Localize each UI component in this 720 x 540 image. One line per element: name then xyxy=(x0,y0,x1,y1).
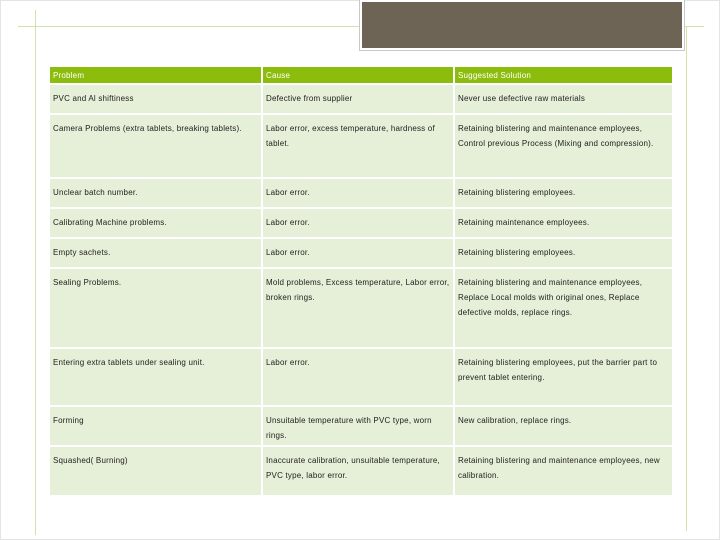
problem-cell: Calibrating Machine problems. xyxy=(49,208,262,238)
problem-cell: PVC and Al shiftiness xyxy=(49,84,262,114)
header-suggested-solution: Suggested Solution xyxy=(454,66,673,84)
solution-cell: Retaining blistering employees, put the barrier part to prevent tablet entering. xyxy=(454,348,673,406)
problem-cell: Unclear batch number. xyxy=(49,178,262,208)
decorative-header-block xyxy=(360,0,684,50)
table-header-row xyxy=(49,66,673,84)
table-row xyxy=(49,446,673,496)
table-row xyxy=(49,114,673,178)
problem-cell: Forming xyxy=(49,406,262,446)
solution-cell: New calibration, replace rings. xyxy=(454,406,673,446)
table-row xyxy=(49,268,673,348)
solution-cell: Retaining blistering and maintenance employees, new calibration. xyxy=(454,446,673,496)
problem-cell: Entering extra tablets under sealing unit. xyxy=(49,348,262,406)
problem-cell: Empty sachets. xyxy=(49,238,262,268)
cause-cell: Unsuitable temperature with PVC type, worn rings. xyxy=(262,406,454,446)
header-cause: Cause xyxy=(262,66,454,84)
cause-cell: Inaccurate calibration, unsuitable temperature, PVC type, labor error. xyxy=(262,446,454,496)
table-row xyxy=(49,208,673,238)
problem-cell: Camera Problems (extra tablets, breaking tablets). xyxy=(49,114,262,178)
table-row xyxy=(49,348,673,406)
cause-cell: Labor error. xyxy=(262,178,454,208)
table-row xyxy=(49,178,673,208)
cause-cell: Labor error. xyxy=(262,238,454,268)
header-problem: Problem xyxy=(49,66,262,84)
solution-cell: Retaining blistering and maintenance employees, Control previous Process (Mixing and compression). xyxy=(454,114,673,178)
problems-table xyxy=(48,65,674,497)
table-row xyxy=(49,84,673,114)
solution-cell: Retaining blistering employees. xyxy=(454,178,673,208)
decorative-right-line xyxy=(686,26,687,531)
decorative-left-line xyxy=(35,10,36,535)
solution-cell: Retaining blistering employees. xyxy=(454,238,673,268)
cause-cell: Labor error, excess temperature, hardness of tablet. xyxy=(262,114,454,178)
cause-cell: Labor error. xyxy=(262,208,454,238)
table-row xyxy=(49,238,673,268)
cause-cell: Defective from supplier xyxy=(262,84,454,114)
solution-cell: Retaining maintenance employees. xyxy=(454,208,673,238)
cause-cell: Labor error. xyxy=(262,348,454,406)
solution-cell: Never use defective raw materials xyxy=(454,84,673,114)
problem-cell: Sealing Problems. xyxy=(49,268,262,348)
solution-cell: Retaining blistering and maintenance employees, Replace Local molds with original ones, Replace defective molds, replace rings. xyxy=(454,268,673,348)
cause-cell: Mold problems, Excess temperature, Labor error, broken rings. xyxy=(262,268,454,348)
table-row xyxy=(49,406,673,446)
problem-cell: Squashed( Burning) xyxy=(49,446,262,496)
